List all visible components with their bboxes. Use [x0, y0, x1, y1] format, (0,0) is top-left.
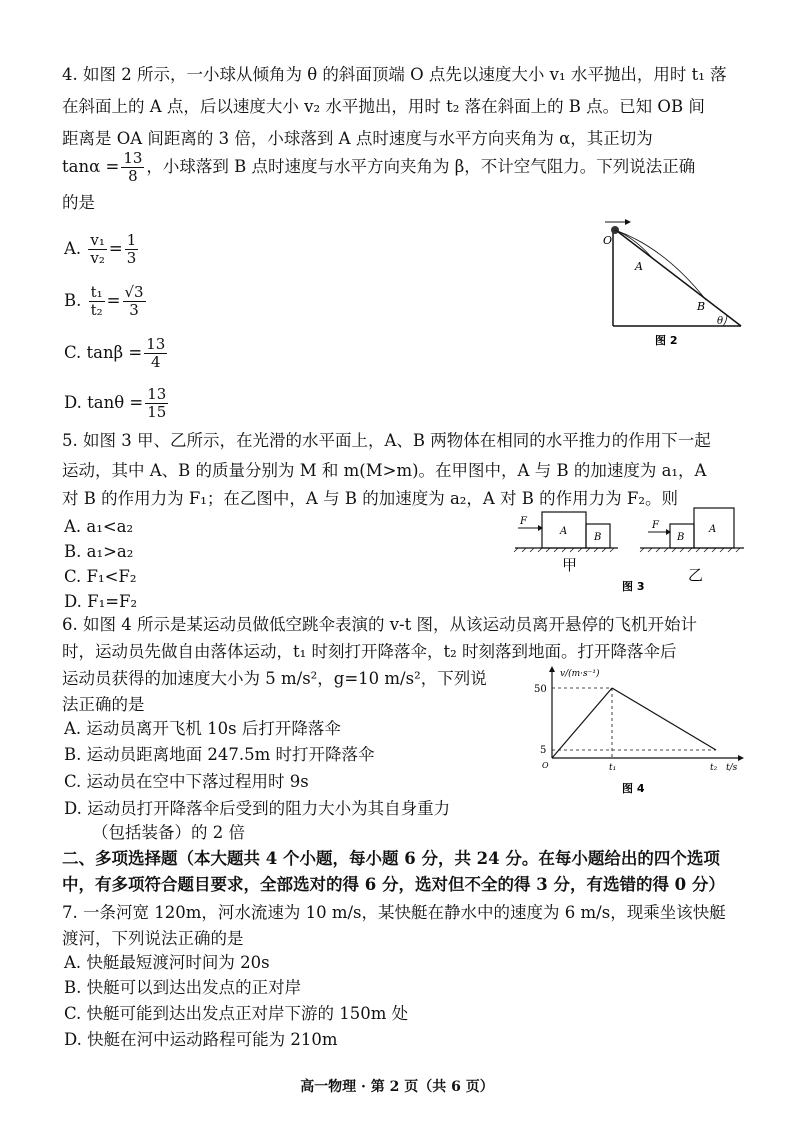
q6-option-d-line-2: （包括装备）的 2 倍: [92, 823, 245, 842]
q5-line-1: 5. 如图 3 甲、乙所示，在光滑的水平面上，A、B 两物体在相同的水平推力的作用下一起: [62, 431, 711, 450]
q7-line-1: 7. 一条河宽 120m，河水流速为 10 m/s，某快艇在静水中的速度为 6 m/s，现乘坐该快艇: [62, 903, 726, 922]
q4-line-4-tail: ，小球落到 B 点时速度与水平方向夹角为 β，不计空气阻力。下列说法正确: [146, 157, 696, 176]
q4-line-1: 4. 如图 2 所示，一小球从倾角为 θ 的斜面顶端 O 点先以速度大小 v₁ 水平抛出，用时 t₁ 落: [62, 65, 727, 84]
q6-option-a: A. 运动员离开飞机 10s 后打开降落伞: [64, 719, 341, 738]
tick-5: 5: [540, 745, 547, 756]
q6-option-b: B. 运动员距离地面 247.5m 时打开降落伞: [64, 745, 375, 764]
q4-option-b: B. $\frac{\text{t₁}}{\text{t₂}}$ = $\frac{√3}{3}$: [64, 283, 144, 319]
figure-4-caption: 图 4: [622, 782, 645, 795]
q4-line-4: [62, 150, 695, 185]
q6-option-d-line-1: D. 运动员打开降落伞后受到的阻力大小为其自身重力: [64, 799, 451, 818]
q5-option-d: D. F₁=F₂: [64, 592, 138, 611]
q6-line-4: 法正确的是: [62, 695, 145, 714]
segment-free-fall: [552, 688, 612, 758]
page-footer: 高一物理 · 第 2 页（共 6 页）: [300, 1079, 494, 1095]
q4-option-d: D. tanθ = $\frac{13}{15}$: [64, 385, 167, 421]
figure-3-blocks: [510, 502, 750, 594]
q7-option-d: D. 快艇在河中运动路程可能为 210m: [64, 1030, 338, 1049]
label-a-yi: A: [709, 524, 717, 535]
label-o: O: [603, 234, 613, 247]
q4-line-3: 距离是 OA 间距离的 3 倍，小球落到 A 点时速度与水平方向夹角为 α，其正切为: [62, 129, 653, 148]
q4-option-a: A. $\frac{\text{v₁}}{\text{v₂}}$ = $\frac{1}{3}$: [64, 231, 137, 267]
label-b-yi: B: [677, 532, 685, 543]
q7-option-c: C. 快艇可能到达出发点正对岸下游的 150m 处: [64, 1004, 409, 1023]
q5-option-a: A. a₁<a₂: [64, 517, 134, 536]
q7-option-a: A. 快艇最短渡河时间为 20s: [64, 953, 270, 972]
incline-slope: [613, 228, 741, 326]
tick-t1: t₁: [609, 763, 617, 773]
velocity-arrow-head: [625, 219, 631, 225]
q6-line-3: 运动员获得的加速度大小为 5 m/s²，g=10 m/s²，下列说: [62, 669, 487, 688]
q6-option-c: C. 运动员在空中下落过程用时 9s: [64, 772, 309, 791]
section-2-title-line-2: 中，有多项符合题目要求，全部选对的得 6 分，选对但不全的得 3 分，有选错的得 0 分）: [62, 875, 725, 894]
label-f-yi: F: [652, 520, 659, 531]
label-b-jia: B: [594, 532, 602, 543]
tick-t2: t₂: [710, 763, 718, 773]
q5-line-2: 运动，其中 A、B 的质量分别为 M 和 m(M>m)。在甲图中，A 与 B 的加速度为 a₁，A: [62, 461, 707, 480]
tick-50: 50: [534, 684, 547, 695]
section-2-title-line-1: 二、多项选择题（本大题共 4 个小题，每小题 6 分，共 24 分。在每小题给出的四个选项: [62, 849, 720, 868]
q4-line-2: 在斜面上的 A 点，后以速度大小 v₂ 水平抛出，用时 t₂ 落在斜面上的 B 点。已知 OB 间: [62, 97, 705, 116]
label-jia: 甲: [562, 556, 578, 574]
label-a-jia: A: [560, 526, 568, 537]
figure-4-vt-graph: [530, 664, 758, 802]
figure-2-incline: [595, 218, 755, 358]
q4-tan-alpha-label: tanα =: [62, 157, 120, 176]
angle-arc: [723, 315, 727, 326]
q7-line-2: 渡河，下列说法正确的是: [62, 929, 244, 948]
label-theta: θ: [717, 316, 724, 327]
q5-option-b: B. a₁>a₂: [64, 542, 134, 561]
segment-deceleration: [612, 688, 716, 750]
q4-option-c: C. tanβ = $\frac{13}{4}$: [64, 335, 166, 371]
origin-label: O: [542, 761, 549, 770]
q5-option-c: C. F₁<F₂: [64, 567, 137, 586]
label-a: A: [635, 260, 643, 273]
y-axis-label: v/(m·s⁻¹): [560, 669, 600, 679]
q6-line-2: 时，运动员先做自由落体运动，t₁ 时刻打开降落伞，t₂ 时刻落到地面。打开降落伞后: [62, 642, 677, 661]
x-axis-arrow: [738, 755, 744, 761]
label-yi: 乙: [688, 566, 704, 584]
q4-tan-alpha-fraction: $\frac{13}{8}$: [123, 149, 143, 185]
figure-3-caption: 图 3: [622, 580, 645, 593]
q7-option-b: B. 快艇可以到达出发点的正对岸: [64, 978, 302, 997]
q4-line-5: 的是: [62, 193, 95, 212]
q6-line-1: 6. 如图 4 所示是某运动员做低空跳伞表演的 v-t 图，从该运动员离开悬停的飞机开始计: [62, 615, 697, 634]
y-axis-arrow: [549, 666, 555, 672]
label-f-jia: F: [520, 516, 527, 527]
x-axis-label: t/s: [726, 763, 738, 773]
q5-line-3: 对 B 的作用力为 F₁；在乙图中，A 与 B 的加速度为 a₂，A 对 B 的作用力为 F₂。则: [62, 489, 678, 508]
figure-2-caption: 图 2: [655, 334, 678, 347]
label-b: B: [697, 300, 706, 313]
